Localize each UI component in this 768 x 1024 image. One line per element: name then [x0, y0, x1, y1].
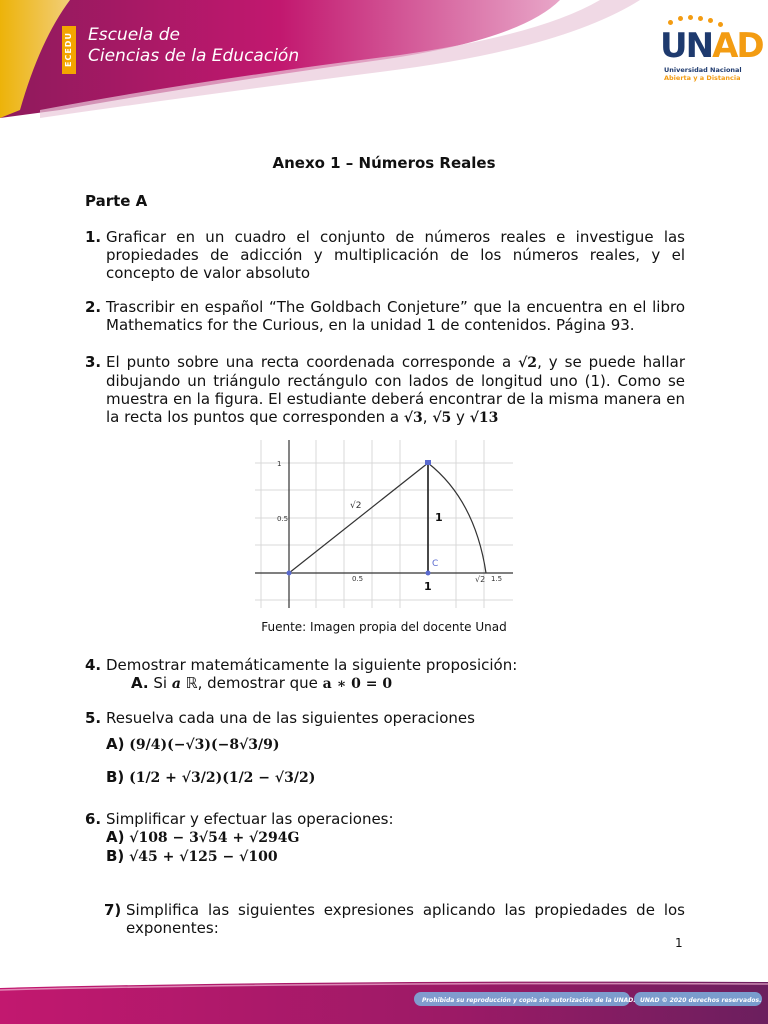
x-tick-0-5: 0.5 — [352, 575, 364, 583]
exercise-number: 3. — [85, 353, 102, 371]
logo-wordmark: UNAD — [660, 26, 763, 66]
school-line-2: Ciencias de la Educación — [88, 46, 300, 66]
exercise-7 — [104, 901, 685, 937]
exercise-text: Trascribir en español “The Goldbach Conjeture” que la encuentra en el libro Mathematics for the Curious, en la unidad 1 de contenidos. Página 93. — [106, 298, 685, 334]
side-label: 1 — [435, 511, 443, 524]
exercise-number: 6. — [85, 810, 102, 828]
exercise-number: 1. — [85, 228, 102, 246]
exercise-text: Simplificar y efectuar las operaciones: — [106, 810, 394, 828]
y-tick-1: 1 — [277, 460, 282, 468]
part-heading: Parte A — [85, 192, 148, 210]
arc-label: √2 — [475, 575, 486, 584]
ecedu-tag: ECEDU — [62, 26, 76, 74]
logo-subtitle: Universidad Nacional Abierta y a Distancia — [664, 66, 742, 82]
exercise-number: 4. — [85, 656, 102, 674]
exercise-text: El punto sobre una recta coordenada corresponde a √2, y se puede hallar dibujando un triángulo rectángulo con lados de longitud uno (1). Como se muestra en la figura. El estudiante deberá encontrar de la misma manera en la recta los puntos que corresponden a √3, √5 y √13 — [106, 353, 685, 426]
school-line-1: Escuela de — [88, 25, 180, 45]
sqrt13-symbol: √13 — [469, 410, 499, 426]
sqrt2-figure — [255, 440, 513, 608]
document-title: Anexo 1 – Números Reales — [272, 154, 496, 172]
exercise-5b: B) (1/2 + √3/2)(1/2 − √3/2) — [106, 768, 316, 786]
school-name — [88, 25, 299, 67]
footer-rights: UNAD © 2020 derechos reservados. — [640, 997, 762, 1004]
exercise-5a: A) (9/4)(−√3)(−8√3/9) — [106, 735, 280, 753]
base-label: 1 — [424, 580, 432, 593]
exercise-body — [106, 709, 685, 787]
exercise-6a: A) √108 − 3√54 + √294G — [106, 828, 300, 846]
exercise-text: Demostrar matemáticamente la siguiente proposición: — [106, 656, 518, 674]
unad-logo — [660, 18, 763, 82]
page-header — [0, 0, 768, 120]
exercise-text: Graficar en un cuadro el conjunto de números reales e investigue las propiedades de adicción y multiplicación de los números reales, y el concepto de valor absoluto — [106, 228, 685, 282]
origin-point — [287, 571, 292, 576]
exercise-2 — [85, 298, 685, 334]
exercise-number: 2. — [85, 298, 102, 316]
x-tick-1-5: 1.5 — [491, 575, 503, 583]
exercise-body — [106, 656, 685, 693]
sqrt3-symbol: √3 — [403, 410, 423, 426]
sqrt5-symbol: √5 — [432, 410, 452, 426]
exercise-1 — [85, 228, 685, 282]
page-footer — [0, 978, 768, 1024]
point-c-label: C — [432, 559, 439, 569]
exercise-5 — [85, 709, 685, 787]
exercise-4 — [85, 656, 685, 693]
hypotenuse-label: √2 — [350, 501, 362, 511]
exercise-text: Simplifica las siguientes expresiones aplicando las propiedades de los exponentes: — [126, 901, 685, 937]
exercise-body — [106, 810, 685, 866]
top-point — [425, 460, 431, 465]
exercise-text: Resuelva cada una de las siguientes operaciones — [106, 709, 475, 727]
exercise-number: 5. — [85, 709, 102, 727]
exercise-number: 7) — [104, 901, 122, 919]
sqrt2-symbol: √2 — [518, 355, 538, 371]
footer-copy-warning: Prohibida su reproducción y copia sin autorización de la UNAD. — [422, 997, 636, 1004]
exercise-4a: A. Si a ℝ, demostrar que a ∗ 0 = 0 — [131, 674, 393, 692]
exercise-6b: B) √45 + √125 − √100 — [106, 847, 278, 865]
exercise-6 — [85, 810, 685, 866]
exercise-3 — [85, 353, 685, 427]
figure-caption: Fuente: Imagen propia del docente Unad — [261, 620, 507, 634]
page-number: 1 — [675, 936, 683, 950]
y-tick-0-5: 0.5 — [277, 515, 289, 523]
point-c-marker — [426, 571, 431, 576]
